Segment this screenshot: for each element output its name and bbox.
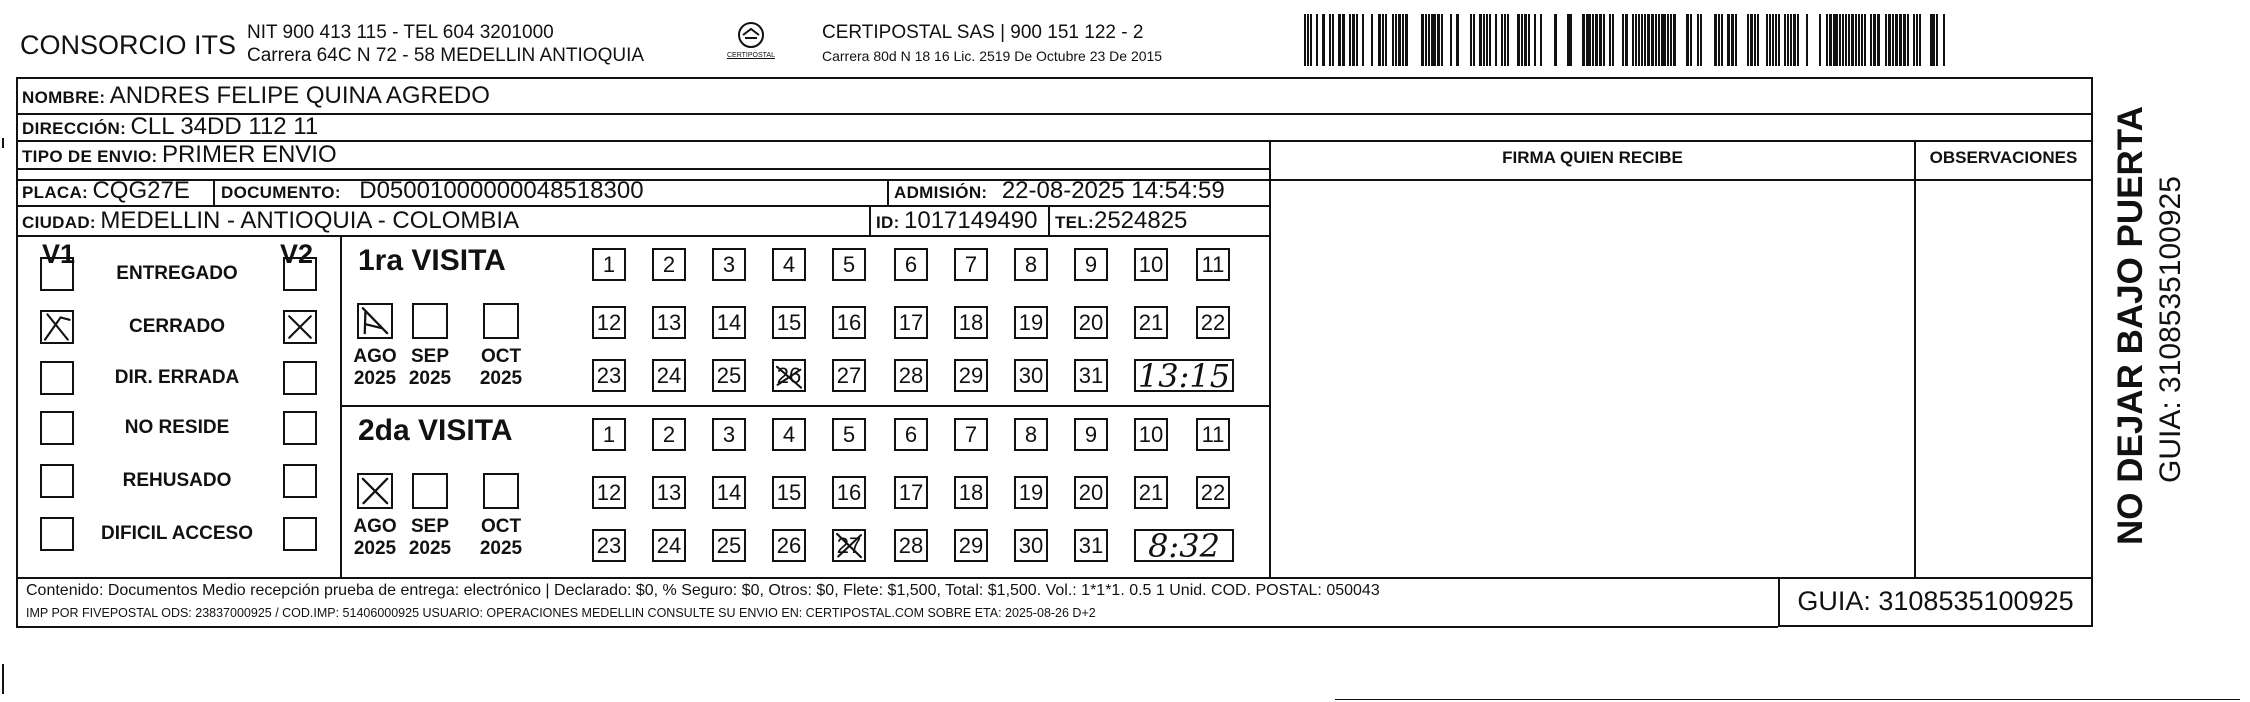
month-checkbox-ago[interactable] <box>357 473 393 509</box>
tel-row <box>1055 207 1187 235</box>
v1-checkbox[interactable] <box>40 257 74 291</box>
month-year: 2025 <box>408 538 452 559</box>
day-box[interactable]: 9 <box>1074 248 1108 281</box>
day-box[interactable]: 13 <box>652 476 686 509</box>
firma-area[interactable] <box>1271 181 1914 577</box>
day-box[interactable]: 18 <box>954 306 988 339</box>
day-box[interactable]: 6 <box>894 418 928 451</box>
status-label: NO RESIDE <box>124 417 230 438</box>
month-year: 2025 <box>353 368 397 389</box>
day-box[interactable]: 14 <box>712 306 746 339</box>
day-box[interactable]: 22 <box>1196 306 1230 339</box>
carrier-name: CERTIPOSTAL SAS | 900 151 122 - 2 <box>822 22 1144 43</box>
month-checkbox-ago[interactable] <box>357 303 393 339</box>
day-box[interactable]: 17 <box>894 306 928 339</box>
firma-header: FIRMA QUIEN RECIBE <box>1502 148 1683 167</box>
month-label <box>402 346 458 390</box>
day-box[interactable]: 22 <box>1196 476 1230 509</box>
month-name: AGO <box>353 346 397 367</box>
status-label: CERRADO <box>128 316 226 337</box>
certipostal-logo: CERTIPOSTAL <box>716 20 786 64</box>
v2-checkbox[interactable] <box>283 517 317 551</box>
day-box[interactable]: 4 <box>772 248 806 281</box>
day-box[interactable]: 21 <box>1134 306 1168 339</box>
v2-checkbox[interactable] <box>283 361 317 395</box>
day-box[interactable]: 29 <box>954 359 988 392</box>
company-nit: NIT 900 413 115 - TEL 604 3201000 <box>247 22 554 43</box>
day-box[interactable]: 31 <box>1074 529 1108 562</box>
month-label <box>402 516 458 560</box>
day-box[interactable]: 17 <box>894 476 928 509</box>
month-year: 2025 <box>353 538 397 559</box>
v2-checkbox[interactable] <box>283 411 317 445</box>
month-label <box>473 516 529 560</box>
month-label <box>347 516 403 560</box>
day-box[interactable]: 24 <box>652 529 686 562</box>
day-box[interactable]: 1 <box>592 248 626 281</box>
day-box[interactable]: 20 <box>1074 476 1108 509</box>
company-name: CONSORCIO ITS <box>20 30 237 60</box>
side-guia: GUIA: 3108535100925 <box>2154 176 2187 483</box>
direccion-value: CLL 34DD 112 11 <box>130 113 319 140</box>
day-box[interactable]: 14 <box>712 476 746 509</box>
month-name: SEP <box>410 346 450 367</box>
day-box[interactable]: 10 <box>1134 248 1168 281</box>
day-box[interactable]: 16 <box>832 476 866 509</box>
footer-guia: GUIA: 3108535100925 <box>1797 586 2074 616</box>
day-box[interactable]: 9 <box>1074 418 1108 451</box>
side-warning: NO DEJAR BAJO PUERTA <box>2111 106 2150 545</box>
day-box[interactable]: 26 <box>772 359 806 392</box>
footer-contenido: Contenido: Documentos Medio recepción prueba de entrega: electrónico | Declarado: $0, % Seguro: $0, Otros: $0, Flete: $1,500, Total: $1,500. Vol.: 1*1*1. 0.5 1 Unid. COD. POSTAL: 050043 <box>26 582 1380 599</box>
placa-row <box>22 177 190 205</box>
day-box[interactable]: 30 <box>1014 359 1048 392</box>
placa-value: CQG27E <box>92 177 190 204</box>
status-label: ENTREGADO <box>116 263 238 284</box>
barcode <box>1304 14 1954 71</box>
day-box[interactable]: 3 <box>712 248 746 281</box>
visit-title: 2da VISITA <box>358 414 513 447</box>
tel-label: TEL: <box>1055 213 1094 232</box>
day-box[interactable]: 7 <box>954 418 988 451</box>
v1-checkbox[interactable] <box>40 517 74 551</box>
day-box[interactable]: 13 <box>652 306 686 339</box>
tipo-label: TIPO DE ENVIO: <box>22 147 158 166</box>
visit-time[interactable]: 8:32 <box>1134 529 1234 562</box>
tipo-value: PRIMER ENVIO <box>161 141 337 168</box>
documento-value: D05001000000048518300 <box>359 177 644 204</box>
footer-imp: IMP POR FIVEPOSTAL ODS: 23837000925 / COD.IMP: 51406000925 USUARIO: OPERACIONES MEDELLIN CONSULTE SU ENVIO EN: CERTIPOSTAL.COM SOBRE ETA: 2025-08-26 D+2 <box>26 606 1096 620</box>
day-box[interactable]: 15 <box>772 476 806 509</box>
direccion-row <box>22 113 318 141</box>
day-box[interactable]: 11 <box>1196 248 1230 281</box>
day-box[interactable]: 8 <box>1014 248 1048 281</box>
documento-label: DOCUMENTO: <box>221 183 341 202</box>
day-box[interactable]: 12 <box>592 306 626 339</box>
v1-checkbox[interactable] <box>40 361 74 395</box>
v1-checkbox[interactable] <box>40 310 74 344</box>
ciudad-label: CIUDAD: <box>22 213 96 232</box>
day-box[interactable]: 21 <box>1134 476 1168 509</box>
day-box[interactable]: 28 <box>894 529 928 562</box>
nombre-value: ANDRES FELIPE QUINA AGREDO <box>109 82 490 109</box>
month-name: OCT <box>480 346 522 367</box>
company-address: Carrera 64C N 72 - 58 MEDELLIN ANTIOQUIA <box>247 45 645 66</box>
day-box[interactable]: 31 <box>1074 359 1108 392</box>
day-box[interactable]: 25 <box>712 359 746 392</box>
day-box[interactable]: 1 <box>592 418 626 451</box>
v2-checkbox[interactable] <box>283 257 317 291</box>
month-name: AGO <box>353 516 397 537</box>
nombre-label: NOMBRE: <box>22 88 106 107</box>
id-value: 1017149490 <box>904 207 1038 234</box>
day-box[interactable]: 4 <box>772 418 806 451</box>
day-box[interactable]: 2 <box>652 418 686 451</box>
v1-checkbox[interactable] <box>40 464 74 498</box>
v1-header: V1 <box>42 239 76 269</box>
carrier-address: Carrera 80d N 18 16 Lic. 2519 De Octubre 23 De 2015 <box>822 48 1163 64</box>
month-year: 2025 <box>479 538 523 559</box>
day-box[interactable]: 18 <box>954 476 988 509</box>
v1-checkbox[interactable] <box>40 411 74 445</box>
tel-value: 2524825 <box>1093 207 1188 234</box>
month-checkbox-sep[interactable] <box>412 473 448 509</box>
direccion-label: DIRECCIÓN: <box>22 119 127 138</box>
day-box[interactable]: 3 <box>712 418 746 451</box>
visit-title: 1ra VISITA <box>358 244 506 277</box>
month-label <box>347 346 403 390</box>
day-box[interactable]: 5 <box>832 248 866 281</box>
status-label: REHUSADO <box>122 470 232 491</box>
day-box[interactable]: 27 <box>832 359 866 392</box>
status-label: DIR. ERRADA <box>114 367 240 388</box>
day-box[interactable]: 23 <box>592 359 626 392</box>
day-box[interactable]: 29 <box>954 529 988 562</box>
day-box[interactable]: 20 <box>1074 306 1108 339</box>
ciudad-row <box>22 207 519 235</box>
day-box[interactable]: 23 <box>592 529 626 562</box>
day-box[interactable]: 24 <box>652 359 686 392</box>
admision-label: ADMISIÓN: <box>894 183 988 202</box>
tipo-row <box>22 141 337 169</box>
month-name: OCT <box>480 516 522 537</box>
day-box[interactable]: 25 <box>712 529 746 562</box>
documento-row <box>221 177 644 205</box>
v2-checkbox[interactable] <box>283 464 317 498</box>
day-box[interactable]: 19 <box>1014 476 1048 509</box>
month-label <box>473 346 529 390</box>
day-box[interactable]: 19 <box>1014 306 1048 339</box>
day-box[interactable]: 7 <box>954 248 988 281</box>
day-box[interactable]: 8 <box>1014 418 1048 451</box>
v2-checkbox[interactable] <box>283 310 317 344</box>
day-box[interactable]: 10 <box>1134 418 1168 451</box>
day-box[interactable]: 16 <box>832 306 866 339</box>
id-label: ID: <box>876 213 900 232</box>
day-box[interactable]: 2 <box>652 248 686 281</box>
day-box[interactable]: 5 <box>832 418 866 451</box>
month-checkbox-oct[interactable] <box>483 473 519 509</box>
day-box[interactable]: 26 <box>772 529 806 562</box>
month-name: SEP <box>410 516 450 537</box>
month-checkbox-oct[interactable] <box>483 303 519 339</box>
observaciones-area[interactable] <box>1916 181 2091 577</box>
status-label: DIFICIL ACCESO <box>100 523 253 544</box>
v2-header: V2 <box>280 239 314 269</box>
month-year: 2025 <box>479 368 523 389</box>
day-box[interactable]: 30 <box>1014 529 1048 562</box>
admision-value: 22-08-2025 14:54:59 <box>1001 177 1225 204</box>
month-year: 2025 <box>408 368 452 389</box>
month-checkbox-sep[interactable] <box>412 303 448 339</box>
day-box[interactable]: 27 <box>832 529 866 562</box>
day-box[interactable]: 6 <box>894 248 928 281</box>
observaciones-header: OBSERVACIONES <box>1929 148 2078 167</box>
id-row <box>876 207 1038 235</box>
nombre-row <box>22 82 490 110</box>
day-box[interactable]: 12 <box>592 476 626 509</box>
day-box[interactable]: 11 <box>1196 418 1230 451</box>
day-box[interactable]: 15 <box>772 306 806 339</box>
visit-time[interactable]: 13:15 <box>1134 359 1234 392</box>
ciudad-value: MEDELLIN - ANTIOQUIA - COLOMBIA <box>100 207 520 234</box>
admision-row <box>894 177 1225 205</box>
placa-label: PLACA: <box>22 183 89 202</box>
day-box[interactable]: 28 <box>894 359 928 392</box>
